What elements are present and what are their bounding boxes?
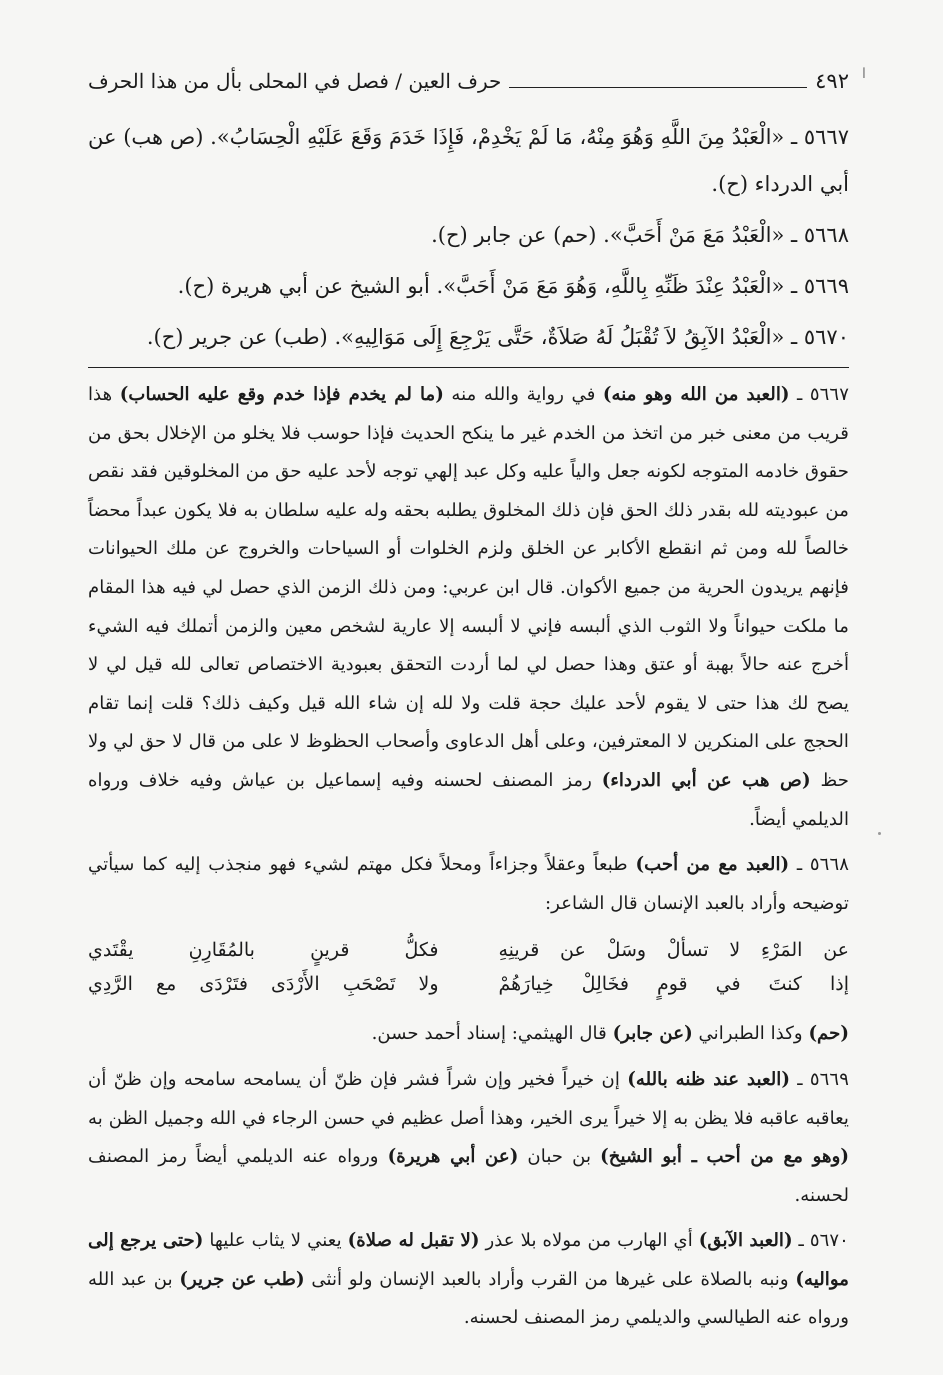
commentary-text: يعني لا يثاب عليها [209, 1230, 342, 1252]
hadith-number: ٥٦٦٩ [803, 274, 849, 298]
commentary-section [88, 376, 849, 1338]
commentary-number: ٥٦٦٧ [809, 384, 849, 405]
quoted-phrase: (عن جابر) [612, 1023, 693, 1045]
quoted-phrase: (العبد من الله وهو منه) [602, 384, 790, 405]
hadith-text: «الْعَبْدُ مِنَ اللَّهِ وَهُوَ مِنْهُ، مَا لَمْ يَخْدِمْ، فَإِذَا خَدَمَ وَقَعَ عَلَيْهِ الْحِسَابُ». [210, 125, 785, 149]
page-number: ٤٩٢ [815, 69, 849, 93]
commentary-text: أي الهارب من مولاه بلا عذر [485, 1230, 693, 1252]
commentary-number: ٥٦٧٠ [809, 1230, 849, 1252]
commentary-5667: ٥٦٦٧ ـ (العبد من الله وهو منه) في رواية والله منه (ما لم يخدم فإذا خدم وقع عليه الحساب) هذا قريب من معنى خبر من اتخذ من الخدم غير ما ينكح الحديث فإذا حوسب فلا يخلو من الإخلال بحق من حقوق خادمه المتوجه لكونه جعل والياً عليه وكل عبد إلهي توجه لأحد عليه حق من المخلوقين فقد نقص من عبوديته لله بقدر ذلك الحق فإن ذلك المخلوق يطلبه بحقه وله عليه سلطان به فلا يكون عبداً محضاً خالصاً لله ومن ثم انقطع الأكابر عن الخلق ولزم الخلوات أو السياحات والخروج عن ملك الحيوانات فإنهم يريدون الحرية من جميع الأكوان. قال ابن عربي: ومن ذلك الزمن الذي حصل لي فيه هذا المقام ما ملكت حيواناً ولا الثوب الذي ألبسه فإني لا ألبسه إلا عارية لشخص معين والزمن أتملك فيه الشيء أخرج عنه حالاً بهبة أو عتق وهذا حصل لي لما أردت التحقق بعبودية الاختصاص تعالى لله قيل لي لا يصح لك هذا حتى لا يقوم لأحد عليك حجة قلت ولا لله إن شاء الله قيل وكيف ذلك؟ قلت إنما تقام الحجج على المنكرين لا المعترفين، وعلى أهل الدعاوى وأصحاب الحظوظ لا على من قال لا حق لي ولا حظ (ص هب عن أبي الدرداء) رمز المصنف لحسنه وفيه إسماعيل بن عياش وفيه خلاف ورواه الديلمي أيضاً. [88, 384, 849, 830]
quoted-phrase: (العبد عند ظنه بالله) [627, 1068, 790, 1090]
poem-verses [88, 933, 849, 1001]
hadith-number: ٥٦٧٠ [803, 325, 849, 349]
commentary-text: قال الهيثمي: إسناد أحمد حسن. [371, 1023, 607, 1045]
hadith-5669: ٥٦٦٩ ـ «الْعَبْدُ عِنْدَ ظَنِّهِ بِاللَّهِ، وَهُوَ مَعَ مَنْ أَحَبَّ». أبو الشيخ عن أبي هريرة (ح). [177, 274, 849, 298]
hadith-number: ٥٦٦٨ [803, 223, 849, 247]
commentary-text: ونبه بالصلاة على غيرها من القرب وأراد بالعبد الإنسان ولو أنثى [311, 1268, 789, 1290]
quoted-phrase: (العبد الآبق) [698, 1230, 793, 1252]
commentary-text: في رواية والله منه [451, 384, 596, 405]
commentary-text: ورواه عنه الديلمي أيضاً رمز المصنف لحسنه. [88, 1146, 849, 1206]
commentary-text: إن خيراً فخير وإن شراً فشر فإن ظنّ أن يسامحه سامحه وإن ظنّ أن يعاقبه عاقبه فلا يظن به إلا خيراً يرى الخير، وهذا أصل عظيم في حسن الرجاء في الله وجميل الظن به [88, 1068, 849, 1129]
hadith-text-section [88, 114, 849, 361]
quoted-phrase: (لا تقبل له صلاة) [347, 1230, 480, 1252]
quoted-phrase: (حم) [808, 1023, 849, 1045]
hadith-text: «الْعَبْدُ الآبِقُ لاَ تُقْبَلُ لَهُ صَلاَةٌ، حَتَّى يَرْجِعَ إِلَى مَوَالِيهِ». [334, 325, 785, 349]
commentary-separator [88, 367, 849, 368]
chapter-title: حرف العين / فصل في المحلى بأل من هذا الحرف [88, 69, 502, 93]
running-header [88, 60, 849, 96]
quoted-phrase: (طب عن جرير) [179, 1268, 305, 1290]
commentary-5669: ٥٦٦٩ ـ (العبد عند ظنه بالله) إن خيراً فخير وإن شراً فشر فإن ظنّ أن يسامحه سامحه وإن ظنّ أن يعاقبه عاقبه فلا يظن به إلا خيراً يرى الخير، وهذا أصل عظيم في حسن الرجاء في الله وجميل الظن به (وهو مع من أحب ـ أبو الشيخ) بن حبان (عن أبي هريرة) ورواه عنه الديلمي أيضاً رمز المصنف لحسنه. [88, 1068, 849, 1206]
poem-hemistich: فكلُّ قرينٍ بالمُقَارِنِ يقْتَدي [88, 939, 439, 962]
hadith-text: «الْعَبْدُ عِنْدَ ظَنِّهِ بِاللَّهِ، وَهُوَ مَعَ مَنْ أَحَبَّ». [436, 274, 785, 298]
poem-hemistich: إذا كنتَ في قومٍ فخَالِلْ خِيارَهُمْ [498, 973, 849, 996]
quoted-phrase: (ص هب عن أبي الدرداء) [601, 769, 811, 791]
hadith-5667: ٥٦٦٧ ـ «الْعَبْدُ مِنَ اللَّهِ وَهُوَ مِنْهُ، مَا لَمْ يَخْدِمْ، فَإِذَا خَدَمَ وَقَعَ عَلَيْهِ الْحِسَابُ». (ص هب) عن أبي الدرداء (ح). [88, 125, 849, 196]
hadith-source: (طب) عن جرير (ح). [146, 325, 328, 349]
hadith-source: (حم) عن جابر (ح). [431, 223, 597, 247]
commentary-text: وكذا الطبراني [698, 1023, 803, 1045]
poem-hemistich: عن المَرْءِ لا تسألْ وسَلْ عن قرينِهِ [498, 939, 849, 962]
margin-mark: ا [862, 66, 866, 82]
quoted-phrase: (ما لم يخدم فإذا خدم وقع عليه الحساب) [119, 384, 444, 405]
commentary-text: بن عبد الله ورواه عنه الطيالسي والديلمي رمز المصنف لحسنه. [88, 1268, 849, 1329]
commentary-5668-source [88, 1015, 849, 1054]
commentary-text: بن حبان [527, 1146, 592, 1168]
commentary-number: ٥٦٦٨ [809, 854, 849, 876]
quoted-phrase: (وهو مع من أحب ـ أبو الشيخ) [600, 1146, 849, 1168]
commentary-number: ٥٦٦٩ [809, 1068, 849, 1090]
margin-dot [878, 832, 881, 835]
commentary-5668: ٥٦٦٨ ـ (العبد مع من أحب) طبعاً وعقلاً وجزاءاً ومحلاً فكل مهتم لشيء فهو منجذب إليه كما سيأتي توضيحه وأراد بالعبد الإنسان قال الشاعر: [88, 854, 849, 914]
hadith-text: «الْعَبْدُ مَعَ مَنْ أَحَبَّ». [603, 223, 785, 247]
hadith-number: ٥٦٦٧ [803, 125, 849, 149]
hadith-source: أبو الشيخ عن أبي هريرة (ح). [177, 274, 430, 298]
quoted-phrase: (حتى يرجع إلى مواليه) [88, 1230, 849, 1290]
commentary-text: طبعاً وعقلاً وجزاءاً ومحلاً فكل مهتم لشيء فهو منجذب إليه كما سيأتي توضيحه وأراد بالعبد الإنسان قال الشاعر: [88, 854, 849, 914]
hadith-5668: ٥٦٦٨ ـ «الْعَبْدُ مَعَ مَنْ أَحَبَّ». (حم) عن جابر (ح). [431, 223, 849, 247]
quoted-phrase: (العبد مع من أحب) [635, 854, 790, 876]
hadith-5670: ٥٦٧٠ ـ «الْعَبْدُ الآبِقُ لاَ تُقْبَلُ لَهُ صَلاَةٌ، حَتَّى يَرْجِعَ إِلَى مَوَالِيهِ». (طب) عن جرير (ح). [146, 325, 849, 349]
quoted-phrase: (عن أبي هريرة) [387, 1146, 519, 1168]
header-rule [509, 87, 807, 88]
commentary-5670: ٥٦٧٠ ـ (العبد الآبق) أي الهارب من مولاه بلا عذر (لا تقبل له صلاة) يعني لا يثاب عليها (حتى يرجع إلى مواليه) ونبه بالصلاة على غيرها من القرب وأراد بالعبد الإنسان ولو أنثى (طب عن جرير) بن عبد الله ورواه عنه الطيالسي والديلمي رمز المصنف لحسنه. [88, 1230, 849, 1329]
poem-hemistich: ولا تَصْحَبِ الأَرْدَى فتَرْدَى مع الرَّدِي [88, 973, 439, 996]
hadith-source: (ص هب) عن أبي الدرداء (ح). [88, 125, 849, 196]
commentary-text: هذا قريب من معنى خبر من اتخذ من الخدم غير ما ينكح الحديث فإذا حوسب فلا يخلو من الإخلال بحق من حقوق خادمه المتوجه لكونه جعل والياً عليه وكل عبد إلهي توجه لأحد عليه حق من المخلوقين فقد نقص من عبوديته لله بقدر ذلك الحق فإن ذلك المخلوق يطلبه بحقه وله عليه سلطان به فلا يكون عبداً محضاً خالصاً لله ومن ثم انقطع الأكابر عن الخلق ولزم الخلوات أو السياحات والخروج عن ملك الحيوانات فإنهم يريدون الحرية من جميع الأكوان. قال ابن عربي: ومن ذلك الزمن الذي حصل لي فيه هذا المقام ما ملكت حيواناً ولا الثوب الذي ألبسه فإني لا ألبسه إلا عارية لشخص معين والزمن أتملك فيه الشيء أخرج عنه حالاً بهبة أو عتق وهذا حصل لي لما أردت التحقق بعبودية الاختصاص تعالى لله قيل لي لا يصح لك هذا حتى لا يقوم لأحد عليك حجة قلت ولا لله إن شاء الله قيل وكيف ذلك؟ قلت إنما تقام الحجج على المنكرين لا المعترفين، وعلى أهل الدعاوى وأصحاب الحظوظ لا على من قال لا حق لي ولا حظ [88, 384, 849, 791]
commentary-text: رمز المصنف لحسنه وفيه إسماعيل بن عياش وفيه خلاف ورواه الديلمي أيضاً. [88, 769, 849, 830]
